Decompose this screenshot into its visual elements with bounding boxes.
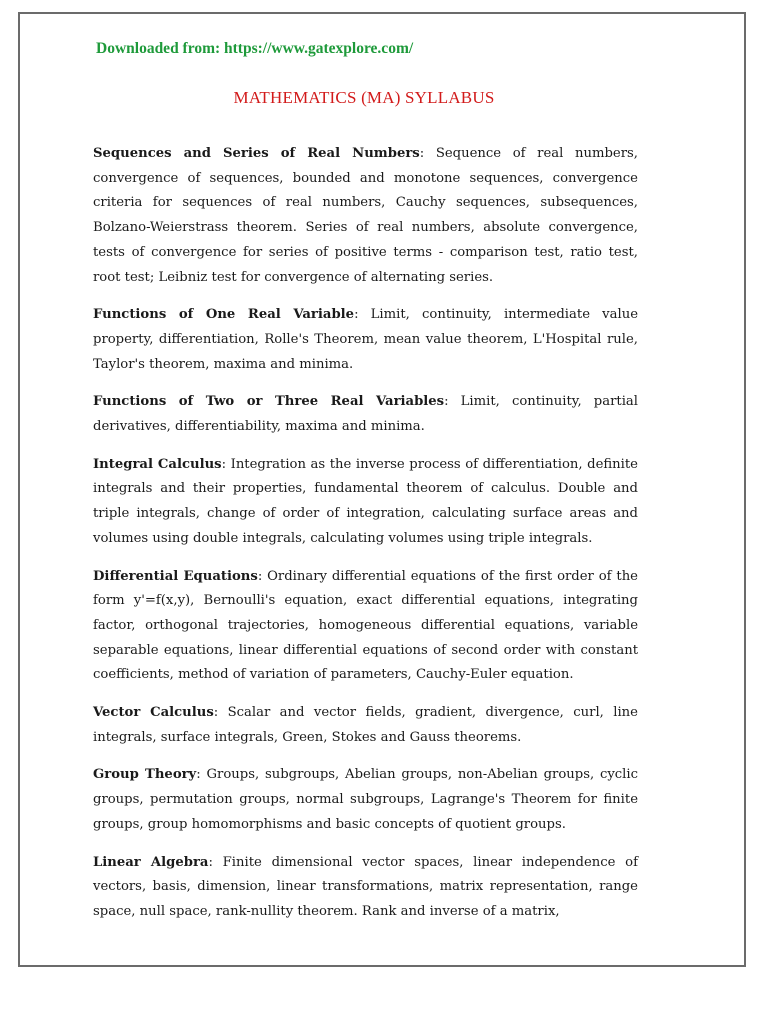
section-text: : Limit, continuity, partial derivatives, differentiability, maxima and minima.: [93, 394, 638, 435]
download-source-line: Downloaded from: https://www.gatexplore.com/: [96, 40, 414, 57]
section-heading: Integral Calculus: [93, 456, 222, 472]
section-two-three-real-variables: [93, 390, 638, 439]
section-heading: Sequences and Series of Real Numbers: [93, 146, 420, 161]
section-differential-equations: [93, 565, 638, 689]
section-heading: Differential Equations: [93, 568, 258, 584]
section-heading: Functions of One Real Variable: [93, 307, 355, 323]
section-text: : Integration as the inverse process of differentiation, definite integrals and their properties, fundamental theorem of calculus. Double and triple integrals, change of order of integration, calculating surface areas and volumes using double integrals, calculating volumes using triple integrals.: [93, 456, 638, 546]
section-text: : Ordinary differential equations of the first order of the form y'=f(x,y), Bernoulli's equation, exact differential equations, integrating factor, orthogonal trajectories, homogeneous differential equations, variable separable equations, linear differential equations of second order with constant coefficients, method of variation of parameters, Cauchy-Euler equation.: [93, 568, 638, 683]
section-integral-calculus: [93, 453, 638, 552]
section-heading: Linear Algebra: [93, 854, 209, 870]
section-linear-algebra: [93, 851, 638, 925]
section-heading: Functions of Two or Three Real Variables: [93, 394, 445, 410]
section-heading: Group Theory: [93, 767, 197, 783]
section-one-real-variable: [93, 303, 638, 377]
section-group-theory: [93, 763, 638, 837]
section-sequences-series: [93, 142, 638, 290]
section-text: : Sequence of real numbers, convergence of sequences, bounded and monotone sequences, convergence criteria for sequences of real numbers, Cauchy sequences, subsequences, Bolzano-Weierstrass theorem. Series of real numbers, absolute convergence, tests of convergence for series of positive terms - comparison test, ratio test, root test; Leibniz test for convergence of alternating series.: [93, 146, 639, 285]
section-text: : Groups, subgroups, Abelian groups, non-Abelian groups, cyclic groups, permutation groups, normal subgroups, Lagrange's Theorem for finite groups, group homomorphisms and basic concepts of quotient groups.: [93, 767, 639, 832]
page-title: MATHEMATICS (MA) SYLLABUS: [233, 88, 495, 107]
syllabus-body: [93, 142, 638, 938]
section-text: : Scalar and vector fields, gradient, divergence, curl, line integrals, surface integrals, Green, Stokes and Gauss theorems.: [93, 705, 638, 745]
section-vector-calculus: [93, 701, 638, 750]
section-text: : Limit, continuity, intermediate value property, differentiation, Rolle's Theorem, mean value theorem, L'Hospital rule, Taylor's theorem, maxima and minima.: [93, 307, 638, 372]
section-text: : Finite dimensional vector spaces, linear independence of vectors, basis, dimension, linear transformations, matrix representation, range space, null space, rank-nullity theorem. Rank and inverse of a matrix,: [93, 854, 638, 919]
section-heading: Vector Calculus: [93, 705, 214, 721]
